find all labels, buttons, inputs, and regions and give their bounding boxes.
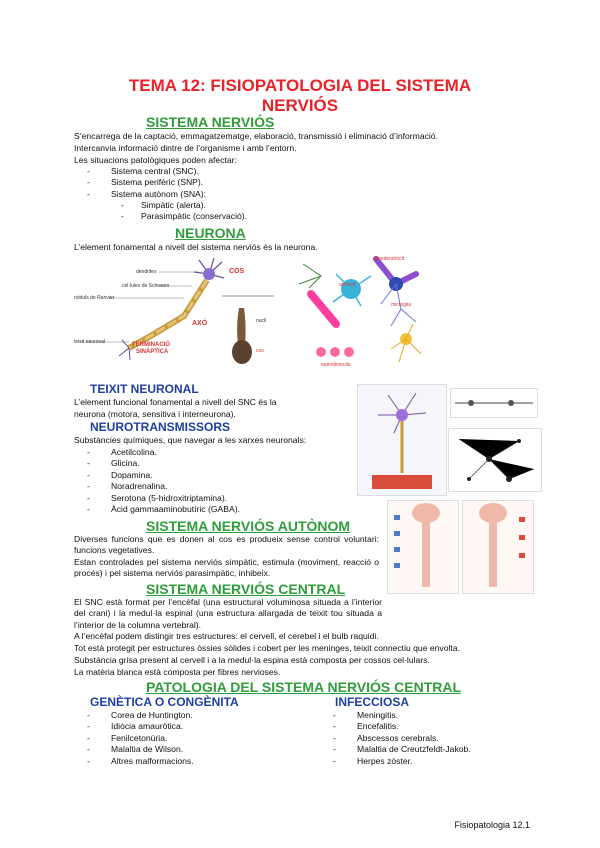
label-oligodendrocit: oligodendròcit — [373, 256, 405, 262]
list-item: - Dopamina. — [87, 470, 240, 481]
list-genetica — [87, 710, 194, 767]
motor-neuron-diagram — [358, 385, 446, 495]
list-autonom — [97, 200, 247, 223]
list-item: - Sistema autònom (SNA): — [87, 189, 206, 200]
paragraph: L’element funcional fonamental a nivell del SNC és la — [74, 397, 277, 407]
list-item: - Acetilcolina. — [87, 447, 240, 458]
page-title-line2: NERVIÓS — [261, 96, 339, 115]
list-infecciosa — [333, 710, 471, 767]
paragraph: El SNC està format per l’encèfal (una estructural voluminosa situada a l’interior del crani) i la medul·la espinal (una estructura allargada de teixit tou situada a l’interior de la columna vertebral). — [74, 597, 382, 630]
heading-sistema-nervios-central: SISTEMA NERVIÓS CENTRAL — [146, 581, 346, 597]
list-item: - Encefalitis. — [333, 721, 471, 732]
heading-neurotransmissors: NEUROTRANSMISSORS — [90, 420, 231, 434]
label-axo-hillock: teixit neuronal — [74, 339, 106, 345]
label-cos: COS — [229, 268, 245, 275]
page-footer: Fisiopatologia 12.1 — [454, 820, 530, 830]
list-item: - Malaltia de Creutzfeldt-Jakob. — [333, 744, 471, 755]
heading-genetica: GENÈTICA O CONGÈNITA — [90, 695, 239, 709]
autonomic-diagram-2 — [463, 501, 533, 593]
label-terminacio: TERMINACIÓ — [132, 342, 170, 348]
heading-patologia-snc: PATOLOGIA DEL SISTEMA NERVIÓS CENTRAL — [146, 679, 462, 695]
list-item: - Sistema central (SNC). — [87, 166, 206, 177]
heading-teixit-neuronal: TEIXIT NEURONAL — [90, 382, 199, 396]
paragraph: A l’encèfal podem distingir tres estructures: el cervell, el cerebel i el bulb raquidi. — [74, 631, 379, 641]
paragraph: neurona (motora, sensitiva i interneurona). — [74, 409, 236, 419]
heading-sistema-nervios-autonom: SISTEMA NERVIÓS AUTÒNOM — [146, 518, 351, 534]
paragraph: Intercanvia informació dintre de l’organisme i amb l’entorn. — [74, 143, 297, 153]
neuron-types-diagram — [451, 389, 537, 417]
paragraph: Estan controlades pel sistema nerviós simpàtic, estimula (moviment, reacció o procés) i pel sistema nerviós parasimpàtic, inhibeix. — [74, 557, 379, 579]
heading-infecciosa: INFECCIOSA — [335, 695, 410, 709]
paragraph: Diverses funcions que es donen al cos es produeix sense control voluntari: funcions vegetatives. — [74, 534, 379, 556]
label-microglia: microglia — [391, 302, 412, 308]
paragraph: S’encarrega de la captació, emmagatzematge, elaboració, transmissió i eliminació d’informació. — [74, 131, 438, 141]
label-axo: AXÓ — [192, 320, 208, 327]
list-item: - Àcid gammaaminobutíric (GABA). — [87, 504, 240, 515]
list-item: - Glicina. — [87, 458, 240, 469]
list-item: - Simpàtic (alerta). — [97, 200, 247, 211]
heading-neurona: NEURONA — [175, 225, 246, 241]
list-item: - Parasimpàtic (conservació). — [97, 211, 247, 222]
glial-cells-image — [291, 254, 431, 372]
paragraph: La matèria blanca està composta per fibres nervioses. — [74, 667, 281, 677]
paragraph: L’element fonamental a nivell del sistema nerviós és la neurona. — [74, 242, 318, 252]
autonomic-system-image-1 — [387, 500, 459, 594]
list-item: - Herpes zòster. — [333, 756, 471, 767]
list-item: - Sistema perifèric (SNP). — [87, 177, 206, 188]
list-item: - Malaltia de Wilson. — [87, 744, 194, 755]
neuron-diagram-image — [74, 256, 274, 371]
list-item: - Idiòcia amauròtica. — [87, 721, 194, 732]
list-item: - Abscessos cerebrals. — [333, 733, 471, 744]
list-item: - Noradrenalina. — [87, 481, 240, 492]
label-astrocit: astròcit — [339, 282, 356, 288]
neural-network-image — [448, 428, 542, 492]
autonomic-diagram-1 — [388, 501, 458, 593]
list-neurotransmissors — [87, 447, 240, 515]
label-dendrites: dendrites — [136, 269, 157, 275]
page-title-line1: TEMA 12: FISIOPATOLOGIA DEL SISTEMA — [128, 76, 472, 95]
label-schwann: cèl·lules de Schwann — [122, 283, 170, 289]
list-item: - Meningitis. — [333, 710, 471, 721]
paragraph: Les situacions patològiques poden afectar: — [74, 155, 237, 165]
neural-network-diagram — [449, 429, 541, 491]
label-sinaptica: SINÀPTICA — [136, 349, 169, 355]
label-ranvier: nòduls de Ranvier — [74, 295, 115, 301]
paragraph: Tot està protegit per estructures òssies sòlides i cobert per les meninges, teixit connectiu que envolta. — [74, 643, 460, 653]
glial-cells-diagram — [291, 254, 431, 372]
paragraph: Substància grisa present al cervell i a la medul·la espina està composta per cossos cel·lulars. — [74, 655, 430, 665]
list-item: - Altres malformacions. — [87, 756, 194, 767]
list-sistemes — [87, 166, 206, 200]
heading-sistema-nervios: SISTEMA NERVIÓS — [146, 114, 275, 130]
autonomic-system-image-2 — [462, 500, 534, 594]
label-soma: cos — [256, 348, 264, 354]
list-item: - Serotona (5-hidroxitriptamina). — [87, 493, 240, 504]
neuron-types-image — [450, 388, 538, 418]
label-ependimocits: ependimocits — [321, 362, 351, 368]
list-item: - Fenilcetonúria. — [87, 733, 194, 744]
label-nucleo: nucli — [256, 318, 267, 324]
list-item: - Corea de Huntington. — [87, 710, 194, 721]
motor-neuron-image — [357, 384, 447, 496]
paragraph: Substàncies químiques, que navegar a les xarxes neuronals: — [74, 435, 307, 445]
